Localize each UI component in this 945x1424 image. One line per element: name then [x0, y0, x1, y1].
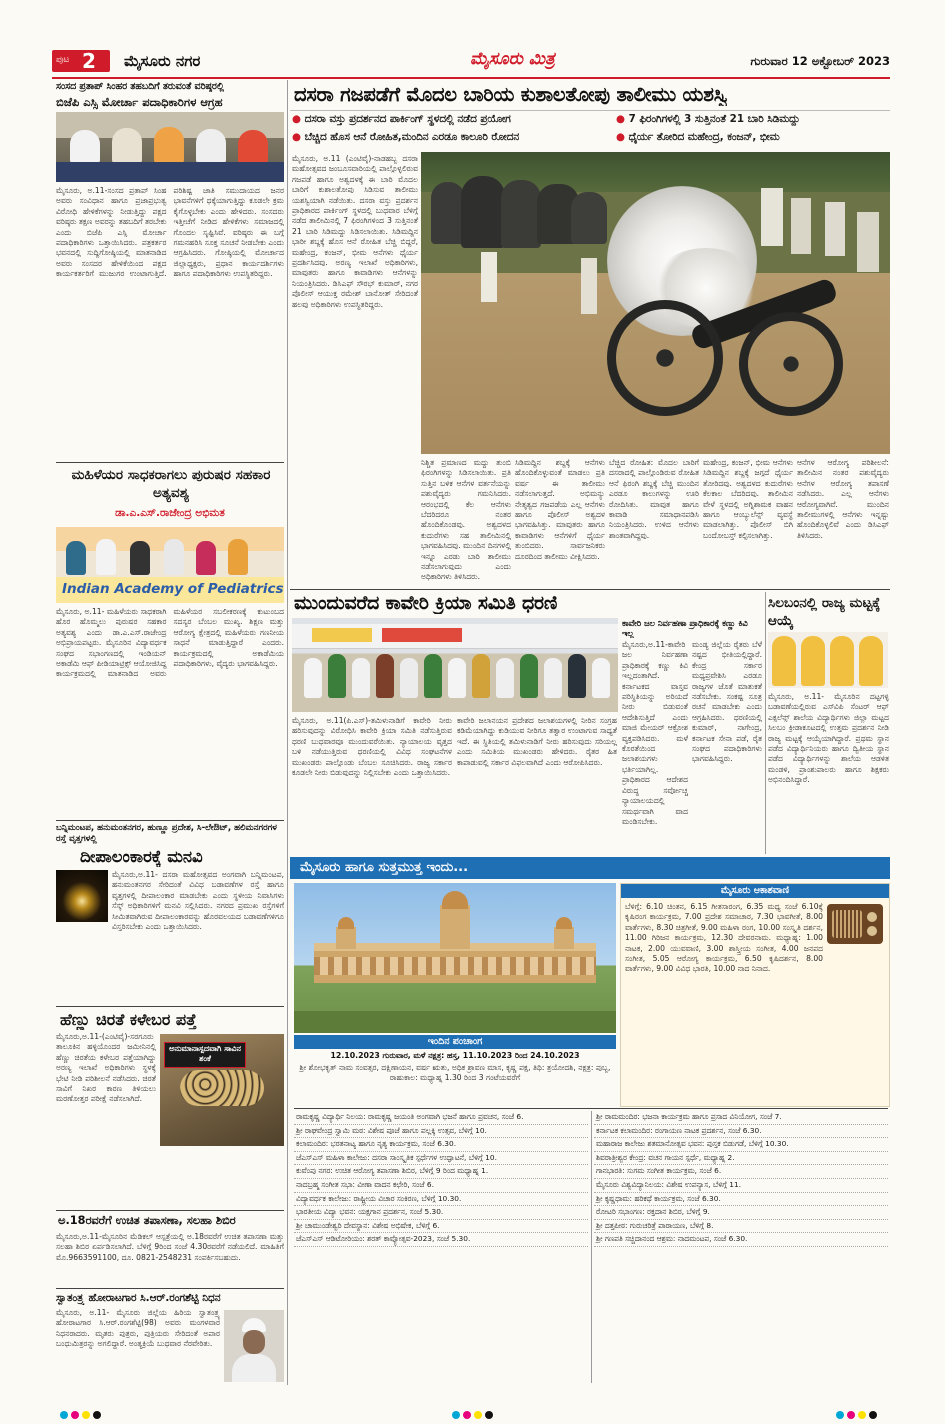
- event-item: ರೋಟರಿ ಸಭಾಂಗಣ: ರಕ್ತದಾನ ಶಿಬಿರ, ಬೆಳಿಗ್ಗೆ 9.: [594, 1206, 888, 1220]
- highlight-4: ● ಧೈರ್ಯ ತೋರಿದ ಮಹೇಂದ್ರ, ಕಂಜನ್, ಭೀಮ: [616, 131, 780, 143]
- left-divider-2: [56, 820, 284, 821]
- highlight-3: ● ಬೆಚ್ಚಿದ ಹೊಸ ಆನೆ ರೋಹಿತ,ಮಂದಿನ ಎರಡೂ ಕಾಲೂರಿ ರೋದನ: [292, 131, 520, 143]
- left-divider-4: [56, 1210, 284, 1211]
- lead-body-d: ಬೆಚ್ಚಿದ ರೋಹಿತ: ಮೊದಲ ಬಾರಿಗೆ ದಸರಾದಲ್ಲಿ ಪಾಲ್ಗೊಂಡಿರುವ ರೋಹಿತ ಆನೆ ಫಿರಂಗಿ ಶಬ್ದಕ್ಕೆ ಬೆಚ್ಚಿ ಮುಂದಿನ ಎರಡೂ ಕಾಲುಗಳನ್ನು ಊರಿ ರೋದಿಸಿತು. ಮಾವುತ ಹಾಗೂ ಕಾವಾಡಿ ಸಮಾಧಾನಪಡಿಸಿ ನಿಯಂತ್ರಿಸಿದರು. ಉಳಿದ ಆನೆಗಳು ಶಾಂತವಾಗಿದ್ದವು.: [609, 458, 699, 540]
- panchanga-body: ಶ್ರೀ ಶೋಭಕೃತ್ ನಾಮ ಸಂವತ್ಸರ, ದಕ್ಷಿಣಾಯನ, ವರ್ಷ ಋತು, ಅಧಿಕ ಶ್ರಾವಣ ಮಾಸ, ಕೃಷ್ಣ ಪಕ್ಷ, ತಿಥಿ: ತ್ರಯೋದಶಿ, ನಕ್ಷತ್ರ: ಪುಬ್ಬ, ರಾಹುಕಾಲ: ಮಧ್ಯಾಹ್ನ 1.30 ರಿಂದ 3 ಗಂಟೆಯವರೆಗೆ: [299, 1063, 611, 1083]
- pediatrics-event-photo: [56, 527, 284, 603]
- kaveri-headline: ಮುಂದುವರೆದ ಕಾವೇರಿ ಕ್ರಿಯಾ ಸಮಿತಿ ಧರಣಿ: [294, 592, 558, 614]
- highlight-1: ● ದಸರಾ ವಸ್ತು ಪ್ರದರ್ಶನದ ಪಾರ್ಕಿಂಗ್ ಸ್ಥಳದಲ್ಲಿ ನಡೆದ ಪ್ರಯೋಗ: [292, 113, 511, 125]
- event-item: ಕುವೆಂಪು ನಗರ: ಉಚಿತ ಆರೋಗ್ಯ ತಪಾಸಣಾ ಶಿಬಿರ, ಬೆಳಿಗ್ಗೆ 9 ರಿಂದ ಮಧ್ಯಾಹ್ನ 1.: [294, 1165, 588, 1179]
- camp-body: ಮೈಸೂರು,ಅ.11-ಮೈಸೂರಿನ ಮೆಡಿಕಲ್ ಆಸ್ಪತ್ರೆಯಲ್ಲಿ ಅ.18ರವರೆಗೆ ಉಚಿತ ತಪಾಸಣಾ ಮತ್ತು ಸಲಹಾ ಶಿಬಿರ ಏರ್ಪಡಿಸಲಾಗಿದೆ. ಬೆಳಿಗ್ಗೆ 9ರಿಂದ ಸಂಜೆ 4.30ರವರೆಗೆ ನಡೆಯಲಿದೆ. ಮಾಹಿತಿಗೆ ಮೊ.9663591100, ದೂ. 0821-2548231 ಸಂಪರ್ಕಿಸಬಹುದು.: [56, 1232, 284, 1262]
- left-divider-1: [56, 462, 284, 463]
- events-top-rule: [294, 1108, 888, 1109]
- registration-marks-center: [452, 1404, 496, 1423]
- event-item: ರಾಮಕೃಷ್ಣ ವಿದ್ಯಾರ್ಥಿ ನಿಲಯ: ರಾಮಕೃಷ್ಣ ಜಯಂತಿ ಅಂಗವಾಗಿ ಭಜನೆ ಹಾಗೂ ಪ್ರವಚನ, ಸಂಜೆ 6.: [294, 1111, 588, 1125]
- panchanga-line: 12.10.2023 ಗುರುವಾರ, ಮಳೆ ನಕ್ಷತ್ರ: ಹಸ್ತ, 11.10.2023 ರಿಂದ 24.10.2023: [330, 1051, 580, 1060]
- section-title: ಮೈಸೂರು ನಗರ: [124, 52, 201, 70]
- ped-headline: ಮಹಿಳೆಯರ ಸಾಧಕರಾಗಲು ಪುರುಷರ ಸಹಕಾರ ಅತ್ಯವಶ್ಯ: [71, 467, 271, 501]
- page-number: 2: [82, 49, 96, 73]
- event-item: ಶ್ರೀ ಕೃಷ್ಣಧಾಮ: ಹರಿಕಥೆ ಕಾರ್ಯಕ್ರಮ, ಸಂಜೆ 6.30.: [594, 1193, 888, 1207]
- mysore-palace-photo: [294, 883, 616, 1033]
- camp-headline: ಅ.18ರವರೆಗೆ ಉಚಿತ ತಪಾಸಣಾ, ಸಲಹಾ ಶಿಬಿರ: [58, 1214, 236, 1227]
- obit-headline: ಸ್ವಾತಂತ್ರ್ಯ ಹೋರಾಟಗಾರ ಸಿ.ಆರ್.ರಂಗಶೆಟ್ಟಿ ನಿಧನ: [56, 1292, 221, 1304]
- event-item: ಗಾನಭಾರತಿ: ಸುಗಮ ಸಂಗೀತ ಕಾರ್ಯಕ್ರಮ, ಸಂಜೆ 6.: [594, 1165, 888, 1179]
- kaveri-subheadline: ಕಾವೇರಿ ಜಲ ನಿರ್ವಹಣಾ ಪ್ರಾಧಿಕಾರಕ್ಕೆ ಕಣ್ಣು ಕಿವಿ ಇಲ್ಲ: [622, 618, 748, 638]
- event-item: ಶ್ರೀ ದತ್ತಪೀಠ: ಗುರುಚರಿತ್ರೆ ಪಾರಾಯಣ, ಬೆಳಿಗ್ಗೆ 8.: [594, 1220, 888, 1234]
- today-banner-text: ಮೈಸೂರು ಹಾಗೂ ಸುತ್ತಮುತ್ತ ಇಂದು...: [300, 860, 469, 875]
- cannon-rehearsal-photo: [421, 152, 890, 454]
- event-item: ಕರ್ನಾಟಕ ಕಲಾಮಂದಿರ: ರಂಗಾಯಣ ನಾಟಕ ಪ್ರದರ್ಶನ, ಸಂಜೆ 6.30.: [594, 1125, 888, 1139]
- issue-date: ಗುರುವಾರ 12 ಅಕ್ಟೋಬರ್ 2023: [750, 54, 890, 68]
- silambam-students-photo: [768, 632, 888, 688]
- pediatrics-banner-text: Indian Academy of Pediatrics: [62, 581, 284, 597]
- radio-icon: [827, 904, 883, 944]
- radio-title-bar: [621, 884, 889, 898]
- kaveri-right-rule: [765, 592, 766, 854]
- left-top-headline: ಬಿಜೆಪಿ ಎಸ್ಸಿ ಮೋರ್ಚಾ ಪದಾಧಿಕಾರಿಗಳ ಆಗ್ರಹ: [56, 95, 223, 109]
- left-divider-5: [56, 1288, 284, 1289]
- event-item: ನಾದಬ್ರಹ್ಮ ಸಂಗೀತ ಸಭಾ: ವೀಣಾ ವಾದನ ಕಛೇರಿ, ಸಂಜೆ 6.: [294, 1179, 588, 1193]
- event-item: ಜೆಎಸ್‍ಎಸ್ ಆಡಿಟೋರಿಯಂ: ಶರತ್ ಕಾವ್ಯೋತ್ಸವ-2023, ಸಂಜೆ 5.30.: [294, 1233, 588, 1247]
- panchanga-title: ಇಂದಿನ ಪಂಚಾಂಗ: [427, 1036, 483, 1047]
- panchanga-title-bar: [294, 1035, 616, 1049]
- lead-body-e: ಮಹೇಂದ್ರ, ಕಂಜನ್, ಭೀಮ ಆನೆಗಳು ಸಿಡಿಮದ್ದಿನ ಶಬ್ದಕ್ಕೆ ಜಗ್ಗದೆ ಧೈರ್ಯ ತೋರಿದವು. ಅಶ್ವದಳದ ಕುದುರೆಗಳು ಕೆಲಕಾಲ ಬೆದರಿದವು. ತಾಲೀಮಿನ ವೇಳೆ ಸ್ಥಳದಲ್ಲಿ ಅಗ್ನಿಶಾಮಕ ವಾಹನ ಹಾಗೂ ಆಂಬ್ಯುಲೆನ್ಸ್ ವ್ಯವಸ್ಥೆ ಮಾಡಲಾಗಿತ್ತು. ಪೊಲೀಸ್ ಬಿಗಿ ಬಂದೋಬಸ್ತ್ ಕಲ್ಪಿಸಲಾಗಿತ್ತು.: [703, 458, 793, 540]
- event-item: ಶ್ರೀ ಗಣಪತಿ ಸಚ್ಚಿದಾನಂದ ಆಶ್ರಮ: ನಾದಮಂಟಪ, ಸಂಜೆ 6.30.: [594, 1233, 888, 1247]
- registration-marks-left: [60, 1404, 104, 1423]
- event-item: ಶ್ರೀ ರಾಘವೇಂದ್ರ ಸ್ವಾಮಿ ಮಠ: ವಿಶೇಷ ಪೂಜೆ ಹಾಗೂ ಪಲ್ಲಕ್ಕಿ ಉತ್ಸವ, ಬೆಳಿಗ್ಗೆ 10.: [294, 1125, 588, 1139]
- lead-headline: ದಸರಾ ಗಜಪಡೆಗೆ ಮೊದಲ ಬಾರಿಯ ಕುಶಾಲತೋಪು ತಾಲೀಮು ಯಶಸ್ವಿ: [294, 83, 728, 106]
- highlight-2: ● 7 ಫಿರಂಗಿಗಳಲ್ಲಿ 3 ಸುತ್ತಿನಂತೆ 21 ಬಾರಿ ಸಿಡಿಮದ್ದು: [616, 113, 800, 125]
- events-right-list: [594, 1111, 888, 1383]
- obit-body: ಮೈಸೂರು, ಅ.11- ಮೈಸೂರು ಜಿಲ್ಲೆಯ ಹಿರಿಯ ಸ್ವಾತಂತ್ರ್ಯ ಹೋರಾಟಗಾರ ಸಿ.ಆರ್.ರಂಗಶೆಟ್ಟಿ(98) ಅವರು ಮಂಗಳವಾರ ನಿಧನರಾದರು. ಮೃತರು ಪುತ್ರರು, ಪುತ್ರಿಯರು ಸೇರಿದಂತೆ ಅಪಾರ ಬಂಧುಮಿತ್ರರನ್ನು ಅಗಲಿದ್ದಾರೆ. ಅಂತ್ಯಕ್ರಿಯೆ ಬುಧವಾರ ನೆರವೇರಿತು.: [56, 1308, 220, 1349]
- silambam-headline: ಸಿಲಬಂನಲ್ಲಿ ರಾಜ್ಯ ಮಟ್ಟಕ್ಕೆ ಆಯ್ಕೆ: [768, 595, 881, 629]
- deep-body: ಮೈಸೂರು,ಅ.11- ದಸರಾ ಮಹೋತ್ಸವದ ಅಂಗವಾಗಿ ಬನ್ನಿಮಂಟಪ, ಹನುಮಂತನಗರ ಸೇರಿದಂತೆ ವಿವಿಧ ಬಡಾವಣೆಗಳ ರಸ್ತೆ ಹಾಗೂ ವೃತ್ತಗಳಲ್ಲಿ ದೀಪಾಲಂಕಾರ ಮಾಡಬೇಕು ಎಂದು ಸ್ಥಳೀಯ ನಿವಾಸಿಗಳು ಸೆಸ್ಕ್ ಅಧಿಕಾರಿಗಳಿಗೆ ಮನವಿ ಸಲ್ಲಿಸಿದರು. ನಗರದ ಪ್ರಮುಖ ರಸ್ತೆಗಳಿಗೆ ಸೀಮಿತವಾಗಿರುವ ದೀಪಾಲಂಕಾರವನ್ನು ಹೊರವಲಯದ ಬಡಾವಣೆಗಳಿಗೂ ವಿಸ್ತರಿಸಬೇಕು ಎಂದು ಒತ್ತಾಯಿಸಿದರು.: [112, 870, 284, 932]
- leopard-photo-caption: ಅನುಮಾನಾಸ್ಪದವಾಗಿ ಸಾವಿನ ಶಂಕೆ: [169, 1044, 241, 1063]
- silambam-body: ಮೈಸೂರು, ಅ.11- ಮೈಸೂರಿನ ದಟ್ಟಗಳ್ಳಿ ಬಡಾವಣೆಯಲ್ಲಿರುವ ಎಸ್‍ವಿಪಿ ಸೆಂಟರ್ ಆಫ್ ಎಕ್ಸಲೆನ್ಸ್ ಶಾಲೆಯ ವಿದ್ಯಾರ್ಥಿಗಳು ಜಿಲ್ಲಾ ಮಟ್ಟದ ಸಿಲಬಂ ಕ್ರೀಡಾಕೂಟದಲ್ಲಿ ಉತ್ತಮ ಪ್ರದರ್ಶನ ನೀಡಿ ರಾಜ್ಯ ಮಟ್ಟಕ್ಕೆ ಆಯ್ಕೆಯಾಗಿದ್ದಾರೆ. ಪ್ರಥಮ ಸ್ಥಾನ ಪಡೆದ ವಿದ್ಯಾರ್ಥಿನಿಯರು ಹಾಗೂ ದ್ವಿತೀಯ ಸ್ಥಾನ ಪಡೆದ ವಿದ್ಯಾರ್ಥಿಗಳನ್ನು ಶಾಲೆಯ ಆಡಳಿತ ಮಂಡಳಿ, ಪ್ರಾಂಶುಪಾಲರು ಹಾಗೂ ಶಿಕ್ಷಕರು ಅಭಿನಂದಿಸಿದ್ದಾರೆ.: [768, 692, 889, 785]
- deep-headline: ದೀಪಾಲಂಕಾರಕ್ಕೆ ಮನವಿ: [80, 847, 203, 866]
- lead-body-a: ಮೈಸೂರು, ಅ.11 (ಎಂಟಿವೈ)-ನಾಡಹಬ್ಬ ದಸರಾ ಮಹೋತ್ಸವದ ಜಂಬೂಸವಾರಿಯಲ್ಲಿ ಪಾಲ್ಗೊಳ್ಳಲಿರುವ ಗಜಪಡೆ ಹಾಗೂ ಅಶ್ವದಳಕ್ಕೆ ಈ ಬಾರಿ ಮೊದಲ ಬಾರಿಗೆ ಕುಶಾಲತೋಪು ಸಿಡಿಸುವ ತಾಲೀಮು ಯಶಸ್ವಿಯಾಗಿ ನಡೆಯಿತು. ದಸರಾ ವಸ್ತು ಪ್ರದರ್ಶನ ಪ್ರಾಧಿಕಾರದ ಪಾರ್ಕಿಂಗ್ ಸ್ಥಳದಲ್ಲಿ ಬುಧವಾರ ಬೆಳಿಗ್ಗೆ ನಡೆದ ತಾಲೀಮಿನಲ್ಲಿ 7 ಫಿರಂಗಿಗಳಿಂದ 3 ಸುತ್ತಿನಂತೆ 21 ಬಾರಿ ಸಿಡಿಮದ್ದು ಸಿಡಿಸಲಾಯಿತು. ಸಿಡಿಮದ್ದಿನ ಭಾರೀ ಶಬ್ದಕ್ಕೆ ಹೊಸ ಆನೆ ರೋಹಿತ ಬೆಚ್ಚಿ ಬಿದ್ದರೆ, ಮಹೇಂದ್ರ, ಕಂಜನ್, ಭೀಮ ಆನೆಗಳು ಧೈರ್ಯ ಪ್ರದರ್ಶಿಸಿದವು. ಅರಣ್ಯ ಇಲಾಖೆ ಅಧಿಕಾರಿಗಳು, ಮಾವುತರು ಹಾಗೂ ಕಾವಾಡಿಗಳು ಆನೆಗಳನ್ನು ನಿಯಂತ್ರಿಸಿದರು. ಡಿಸಿಎಫ್ ಸೌರಭ್ ಕುಮಾರ್, ನಗರ ಪೊಲೀಸ್ ಆಯುಕ್ತ ರಮೇಶ್ ಬಾನೋತ್ ಸೇರಿದಂತೆ ಹಲವು ಅಧಿಕಾರಿಗಳು ಉಪಸ್ಥಿತರಿದ್ದರು.: [292, 154, 418, 309]
- event-item: ಕಲಾಮಂದಿರ: ಭರತನಾಟ್ಯ ಹಾಗೂ ನೃತ್ಯ ಕಾರ್ಯಕ್ರಮ, ಸಂಜೆ 6.30.: [294, 1138, 588, 1152]
- left-top-body: ಮೈಸೂರು, ಅ.11-ಸಂಸದ ಪ್ರತಾಪ್ ಸಿಂಹ ಅವರು ಸಂವಿಧಾನ ಹಾಗೂ ಪ್ರಜಾಪ್ರಭುತ್ವ ವಿರೋಧಿ ಹೇಳಿಕೆಗಳನ್ನು ನೀಡುತ್ತಿದ್ದು ಪಕ್ಷದ ವರಿಷ್ಠರು ತಕ್ಷಣ ಅವರನ್ನು ತಹಬದಿಗೆ ತರಬೇಕು ಎಂದು ಬಿಜೆಪಿ ಎಸ್ಸಿ ಮೋರ್ಚಾ ಪದಾಧಿಕಾರಿಗಳು ಒತ್ತಾಯಿಸಿದರು. ಪತ್ರಕರ್ತರ ಭವನದಲ್ಲಿ ಸುದ್ದಿಗೋಷ್ಠಿಯಲ್ಲಿ ಮಾತನಾಡಿದ ಅವರು ಸಂಸದರ ಹೇಳಿಕೆಯಿಂದ ಪಕ್ಷದ ಕಾರ್ಯಕರ್ತರಿಗೆ ಮುಜುಗರ ಉಂಟಾಗುತ್ತಿದೆ. ಪರಿಶಿಷ್ಟ ಜಾತಿ ಸಮುದಾಯದ ಜನರ ಭಾವನೆಗಳಿಗೆ ಧಕ್ಕೆಯಾಗುತ್ತಿದ್ದು ಕೂಡಲೇ ಕ್ರಮ ಕೈಗೊಳ್ಳಬೇಕು ಎಂದು ಹೇಳಿದರು. ಸಂಸದರು ಇತ್ತೀಚೆಗೆ ನೀಡಿದ ಹೇಳಿಕೆಗಳು ಸಮಾಜದಲ್ಲಿ ಗೊಂದಲ ಸೃಷ್ಟಿಸಿವೆ. ವರಿಷ್ಠರು ಈ ಬಗ್ಗೆ ಗಮನಹರಿಸಿ ಸೂಕ್ತ ಸೂಚನೆ ನೀಡಬೇಕು ಎಂದು ಆಗ್ರಹಿಸಿದರು. ಗೋಷ್ಠಿಯಲ್ಲಿ ಮೋರ್ಚಾದ ಜಿಲ್ಲಾಧ್ಯಕ್ಷರು, ಪ್ರಧಾನ ಕಾರ್ಯದರ್ಶಿಗಳು ಹಾಗೂ ಪದಾಧಿಕಾರಿಗಳು ಉಪಸ್ಥಿತರಿದ್ದರು.: [56, 186, 284, 279]
- left-top-kicker: ಸಂಸದ ಪ್ರತಾಪ್ ಸಿಂಹರ ತಹಬದಿಗೆ ತರುವಂತೆ ವರಿಷ್ಠರಲ್ಲಿ: [56, 81, 224, 92]
- event-item: ವಿದ್ಯಾವರ್ಧಕ ಕಾಲೇಜು: ರಾಷ್ಟ್ರೀಯ ವಿಚಾರ ಸಂಕಿರಣ, ಬೆಳಿಗ್ಗೆ 10.30.: [294, 1193, 588, 1207]
- leopard-headline: ಹೆಣ್ಣು ಚಿರತೆ ಕಳೇಬರ ಪತ್ತೆ: [60, 1010, 197, 1029]
- event-item: ಶ್ರೀ ಚಾಮುಂಡೇಶ್ವರಿ ದೇವಸ್ಥಾನ: ವಿಶೇಷ ಅಭಿಷೇಕ, ಬೆಳಿಗ್ಗೆ 6.: [294, 1220, 588, 1234]
- page-label: ಪುಟ: [56, 55, 70, 65]
- event-item: ಶಿವರಾತ್ರೀಶ್ವರ ಕೇಂದ್ರ: ವಚನ ಗಾಯನ ಸ್ಪರ್ಧೆ, ಮಧ್ಯಾಹ್ನ 2.: [594, 1152, 888, 1166]
- kaveri-body-d: ಮಂಡ್ಯ ಜಿಲ್ಲೆಯ ರೈತರು ಬೆಳೆ ನಷ್ಟದ ಭೀತಿಯಲ್ಲಿದ್ದಾರೆ. ಕೇಂದ್ರ ಸರ್ಕಾರ ಮಧ್ಯಪ್ರವೇಶಿಸಿ ಎರಡೂ ರಾಜ್ಯಗಳ ಜೊತೆ ಮಾತುಕತೆ ನಡೆಸಬೇಕು. ಸಂಕಷ್ಟ ಸೂತ್ರ ರಚನೆ ಮಾಡಬೇಕು ಎಂದು ಆಗ್ರಹಿಸಿದರು. ಧರಣಿಯಲ್ಲಿ ಕುಮಾರ್, ನಾಗೇಂದ್ರ, ಕರ್ನಾಟಕ ಸೇನಾ ಪಡೆ, ರೈತ ಸಂಘದ ಪದಾಧಿಕಾರಿಗಳು ಭಾಗವಹಿಸಿದ್ದರು.: [692, 640, 762, 764]
- lead-body-c: ಸಿಡಿಮದ್ದಿನ ಶಬ್ದಕ್ಕೆ ಆನೆಗಳು ಹೊಂದಿಕೊಳ್ಳುವಂತೆ ಮಾಡಲು ಪ್ರತಿ ವರ್ಷ ಈ ತಾಲೀಮು ನಡೆಸಲಾಗುತ್ತದೆ. ಅಭಿಮನ್ಯು ನೇತೃತ್ವದ ಗಜಪಡೆಯ ಎಲ್ಲ ಆನೆಗಳು ಹಾಗೂ ಪೊಲೀಸ್ ಅಶ್ವದಳ ಭಾಗವಹಿಸಿತ್ತು. ಮಾವುತರು ಹಾಗೂ ಕಾವಾಡಿಗಳು ಆನೆಗಳಿಗೆ ಧೈರ್ಯ ತುಂಬಿದರು. ಸಾರ್ವಜನಿಕರು ದೂರದಿಂದ ತಾಲೀಮು ವೀಕ್ಷಿಸಿದರು.: [515, 458, 605, 561]
- kaveri-body-a: ಮೈಸೂರು, ಅ.11(ಪಿ.ಎಸ್)-ತಮಿಳುನಾಡಿಗೆ ಕಾವೇರಿ ನೀರು ಹರಿಸುವುದನ್ನು ವಿರೋಧಿಸಿ ಕಾವೇರಿ ಕ್ರಿಯಾ ಸಮಿತಿ ನಡೆಸುತ್ತಿರುವ ಧರಣಿ ಬುಧವಾರವೂ ಮುಂದುವರೆಯಿತು. ನ್ಯಾಯಾಲಯ ವೃತ್ತದ ಬಳಿ ನಡೆಯುತ್ತಿರುವ ಧರಣಿಯಲ್ಲಿ ವಿವಿಧ ಸಂಘಟನೆಗಳ ಮುಖಂಡರು ಪಾಲ್ಗೊಂಡು ಬೆಂಬಲ ಸೂಚಿಸಿದರು. ರಾಜ್ಯ ಸರ್ಕಾರ ಕೂಡಲೇ ನೀರು ಬಿಡುವುದನ್ನು ನಿಲ್ಲಿಸಬೇಕು ಎಂದು ಒತ್ತಾಯಿಸಿದರು.: [292, 716, 452, 778]
- illumination-photo: [56, 870, 108, 922]
- kaveri-body-c: ಮೈಸೂರು,ಅ.11-ಕಾವೇರಿ ಜಲ ನಿರ್ವಹಣಾ ಪ್ರಾಧಿಕಾರಕ್ಕೆ ಕಣ್ಣು ಕಿವಿ ಇಲ್ಲದಂತಾಗಿದೆ. ಕರ್ನಾಟಕದ ವಾಸ್ತವ ಪರಿಸ್ಥಿತಿಯನ್ನು ಅರಿಯದೆ ನೀರು ಬಿಡುವಂತೆ ಆದೇಶಿಸುತ್ತಿದೆ ಎಂದು ಮಾಜಿ ಮೇಯರ್ ಆಕ್ರೋಶ ವ್ಯಕ್ತಪಡಿಸಿದರು. ಮಳೆ ಕೊರತೆಯಿಂದ ಜಲಾಶಯಗಳು ಭರ್ತಿಯಾಗಿಲ್ಲ. ಪ್ರಾಧಿಕಾರದ ಆದೇಶದ ವಿರುದ್ಧ ಸರ್ವೋಚ್ಚ ನ್ಯಾಯಾಲಯದಲ್ಲಿ ಸಮರ್ಥವಾಗಿ ವಾದ ಮಂಡಿಸಬೇಕು.: [622, 640, 688, 826]
- page-label-chip: [52, 50, 110, 72]
- ped-subheadline: ಡಾ.ಎ.ಎಸ್.ರಾಜೇಂದ್ರ ಅಭಿಮತ: [115, 507, 225, 519]
- radio-body: ಬೆಳಿಗ್ಗೆ: 6.10 ಚಿಂತನ, 6.15 ಗೀತಸಾರಂಗ, 6.35 ಮಧ್ಯ ಸಂಜೆ 6.10ಕ್ಕೆ ಕೃಷಿರಂಗ ಕಾರ್ಯಕ್ರಮ, 7.00 ಪ್ರದೇಶ ಸಮಾಚಾರ, 7.30 ಭಾವಗೀತೆ, 8.00 ವಾರ್ತೆಗಳು, 8.30 ಚಿತ್ರಗೀತೆ, 9.00 ಮಹಿಳಾ ರಂಗ, 10.00 ಸಂಸ್ಕೃತಿ ದರ್ಶನ, 11.00 ಗಿರಿಜನ ಕಾರ್ಯಕ್ರಮ, 12.30 ದೇವರನಾಮ. ಮಧ್ಯಾಹ್ನ: 1.00 ನಾಟಕ, 2.00 ಯುವವಾಣಿ, 3.00 ಶಾಸ್ತ್ರೀಯ ಸಂಗೀತ, 4.00 ಜನಪದ ಸಂಗೀತ, 5.05 ಆರೋಗ್ಯ ಕಾರ್ಯಕ್ರಮ, 6.50 ಕೃಷಿದರ್ಶನ, 8.00 ವಾರ್ತೆಗಳು, 9.00 ವಿವಿಧ ಭಾರತಿ, 10.00 ನಾದ ನಿನಾದ.: [625, 902, 823, 974]
- bjp-press-photo: [56, 112, 284, 182]
- event-item: ಜೆಎಸ್‍ಎಸ್ ಮಹಿಳಾ ಕಾಲೇಜು: ದಸರಾ ಸಾಂಸ್ಕೃತಿಕ ಸ್ಪರ್ಧೆಗಳ ಉದ್ಘಾಟನೆ, ಬೆಳಿಗ್ಗೆ 10.: [294, 1152, 588, 1166]
- radio-title: ಮೈಸೂರು ಆಕಾಶವಾಣಿ: [720, 885, 790, 896]
- leopard-photo: [160, 1034, 284, 1146]
- event-item: ಶ್ರೀ ರಾಮಮಂದಿರ: ಭಜನಾ ಕಾರ್ಯಕ್ರಮ ಹಾಗೂ ಪ್ರಸಾದ ವಿನಿಯೋಗ, ಸಂಜೆ 7.: [594, 1111, 888, 1125]
- kaveri-body-b: ಕಾವೇರಿ ಜಲಾನಯನ ಪ್ರದೇಶದ ಜಲಾಶಯಗಳಲ್ಲಿ ನೀರಿನ ಸಂಗ್ರಹ ಕಡಿಮೆಯಾಗಿದ್ದು ಕುಡಿಯುವ ನೀರಿಗೂ ತತ್ವಾರ ಉಂಟಾಗುವ ಸಾಧ್ಯತೆ ಇದೆ. ಈ ಸ್ಥಿತಿಯಲ್ಲಿ ತಮಿಳುನಾಡಿಗೆ ನೀರು ಹರಿಸುವುದು ಸರಿಯಲ್ಲ ಎಂದು ಸಮಿತಿಯ ಮುಖಂಡರು ಹೇಳಿದರು. ರೈತರ ಹಿತ ಕಾಪಾಡುವಲ್ಲಿ ಸರ್ಕಾರ ವಿಫಲವಾಗಿದೆ ಎಂದು ಆರೋಪಿಸಿದರು.: [457, 716, 617, 767]
- lead-headline-bar: [290, 80, 890, 111]
- events-mid-rule: [591, 1111, 592, 1383]
- paper-name: ಮೈಸೂರು ಮಿತ್ರ: [470, 49, 555, 69]
- events-left-list: [294, 1111, 588, 1383]
- lead-body-f: ಆನೆಗಳ ಆರೋಗ್ಯ ಪರಿಶೀಲನೆ: ತಾಲೀಮಿನ ನಂತರ ಪಶುವೈದ್ಯರು ಆನೆಗಳ ಆರೋಗ್ಯ ತಪಾಸಣೆ ನಡೆಸಿದರು. ಎಲ್ಲ ಆನೆಗಳು ಆರೋಗ್ಯವಾಗಿವೆ. ಮುಂದಿನ ತಾಲೀಮುಗಳಲ್ಲಿ ಆನೆಗಳು ಇನ್ನಷ್ಟು ಹೊಂದಿಕೊಳ್ಳಲಿವೆ ಎಂದು ಡಿಸಿಎಫ್ ತಿಳಿಸಿದರು.: [797, 458, 889, 540]
- obit-portrait: [224, 1310, 284, 1382]
- lead-bottom-rule: [290, 589, 890, 590]
- deep-kicker: ಬನ್ನಿಮಂಟಪ, ಹನುಮಂತನಗರ, ಹುಣ್ಣೂ ಪ್ರದೇಶ, ಸಿ-ಲೇಔಟ್, ಹಲಿಮನಗರಗಳ ರಸ್ತೆ ವೃತ್ತಗಳಲ್ಲಿ: [56, 823, 277, 844]
- kaveri-protest-photo: [292, 618, 618, 712]
- event-item: ಮೈಸೂರು ವಿಶ್ವವಿದ್ಯಾನಿಲಯ: ವಿಶೇಷ ಉಪನ್ಯಾಸ, ಬೆಳಿಗ್ಗೆ 11.: [594, 1179, 888, 1193]
- registration-marks-right: [836, 1404, 880, 1423]
- masthead-rule: [52, 77, 890, 79]
- leopard-body: ಮೈಸೂರು,ಅ.11-(ಎಂಟಿವೈ)-ಸರಗೂರು ತಾಲೂಕಿನ ಹಳ್ಳಿಯೊಂದರ ಜಮೀನಿನಲ್ಲಿ ಹೆಣ್ಣು ಚಿರತೆಯ ಕಳೇಬರ ಪತ್ತೆಯಾಗಿದ್ದು ಅರಣ್ಯ ಇಲಾಖೆ ಅಧಿಕಾರಿಗಳು ಸ್ಥಳಕ್ಕೆ ಭೇಟಿ ನೀಡಿ ಪರಿಶೀಲನೆ ನಡೆಸಿದರು. ಚಿರತೆ ಸಾವಿಗೆ ನಿಖರ ಕಾರಣ ತಿಳಿಯಲು ಮರಣೋತ್ತರ ಪರೀಕ್ಷೆ ನಡೆಸಲಾಗಿದೆ.: [56, 1032, 156, 1104]
- event-item: ಭಾರತೀಯ ವಿದ್ಯಾ ಭವನ: ಯಕ್ಷಗಾನ ಪ್ರದರ್ಶನ, ಸಂಜೆ 5.30.: [294, 1206, 588, 1220]
- masthead: [52, 46, 890, 76]
- lead-highlights: [292, 113, 888, 149]
- today-banner: [290, 857, 890, 879]
- left-column-rule: [287, 80, 288, 1385]
- ped-body: ಮೈಸೂರು, ಅ.11- ಮಹಿಳೆಯರು ಸಾಧಕರಾಗಿ ಹೊರ ಹೊಮ್ಮಲು ಪುರುಷರ ಸಹಕಾರ ಅತ್ಯವಶ್ಯ ಎಂದು ಡಾ.ಎ.ಎಸ್.ರಾಜೇಂದ್ರ ಅಭಿಪ್ರಾಯಪಟ್ಟರು. ಮೈಸೂರಿನ ವಿದ್ಯಾವರ್ಧಕ ಸಂಘದ ಸಭಾಂಗಣದಲ್ಲಿ ಇಂಡಿಯನ್ ಅಕಾಡೆಮಿ ಆಫ್ ಪೀಡಿಯಾಟ್ರಿಕ್ಸ್ ಆಯೋಜಿಸಿದ್ದ ಕಾರ್ಯಕ್ರಮದಲ್ಲಿ ಮಾತನಾಡಿದ ಅವರು ಮಹಿಳೆಯರ ಸಬಲೀಕರಣಕ್ಕೆ ಕುಟುಂಬದ ಸದಸ್ಯರ ಬೆಂಬಲ ಮುಖ್ಯ. ಶಿಕ್ಷಣ ಮತ್ತು ಆರೋಗ್ಯ ಕ್ಷೇತ್ರದಲ್ಲಿ ಮಹಿಳೆಯರು ಗಣನೀಯ ಸಾಧನೆ ಮಾಡುತ್ತಿದ್ದಾರೆ ಎಂದರು. ಕಾರ್ಯಕ್ರಮದಲ್ಲಿ ಅಕಾಡೆಮಿಯ ಪದಾಧಿಕಾರಿಗಳು, ವೈದ್ಯರು ಭಾಗವಹಿಸಿದ್ದರು.: [56, 607, 284, 679]
- event-item: ಮಹಾರಾಜ ಕಾಲೇಜು ಶತಮಾನೋತ್ಸವ ಭವನ: ಪುಸ್ತಕ ಬಿಡುಗಡೆ, ಬೆಳಿಗ್ಗೆ 10.30.: [594, 1138, 888, 1152]
- lead-body-b: ನಿಶ್ಚಿತ ಪ್ರಮಾಣದ ಮದ್ದು ತುಂಬಿ ಫಿರಂಗಿಗಳನ್ನು ಸಿಡಿಸಲಾಯಿತು. ಪ್ರತಿ ಸುತ್ತಿನ ಬಳಿಕ ಆನೆಗಳ ವರ್ತನೆಯನ್ನು ಪಶುವೈದ್ಯರು ಗಮನಿಸಿದರು. ಆರಂಭದಲ್ಲಿ ಕೆಲ ಆನೆಗಳು ಬೆದರಿದರೂ ನಂತರ ಹೊಂದಿಕೊಂಡವು. ಅಶ್ವದಳದ ಕುದುರೆಗಳು ಸಹ ತಾಲೀಮಿನಲ್ಲಿ ಭಾಗವಹಿಸಿದವು. ಮುಂದಿನ ದಿನಗಳಲ್ಲಿ ಇನ್ನೂ ಎರಡು ಬಾರಿ ತಾಲೀಮು ನಡೆಸಲಾಗುವುದು ಎಂದು ಅಧಿಕಾರಿಗಳು ತಿಳಿಸಿದರು.: [421, 458, 511, 582]
- radio-panel: [620, 883, 890, 1107]
- left-divider-3: [56, 1006, 284, 1007]
